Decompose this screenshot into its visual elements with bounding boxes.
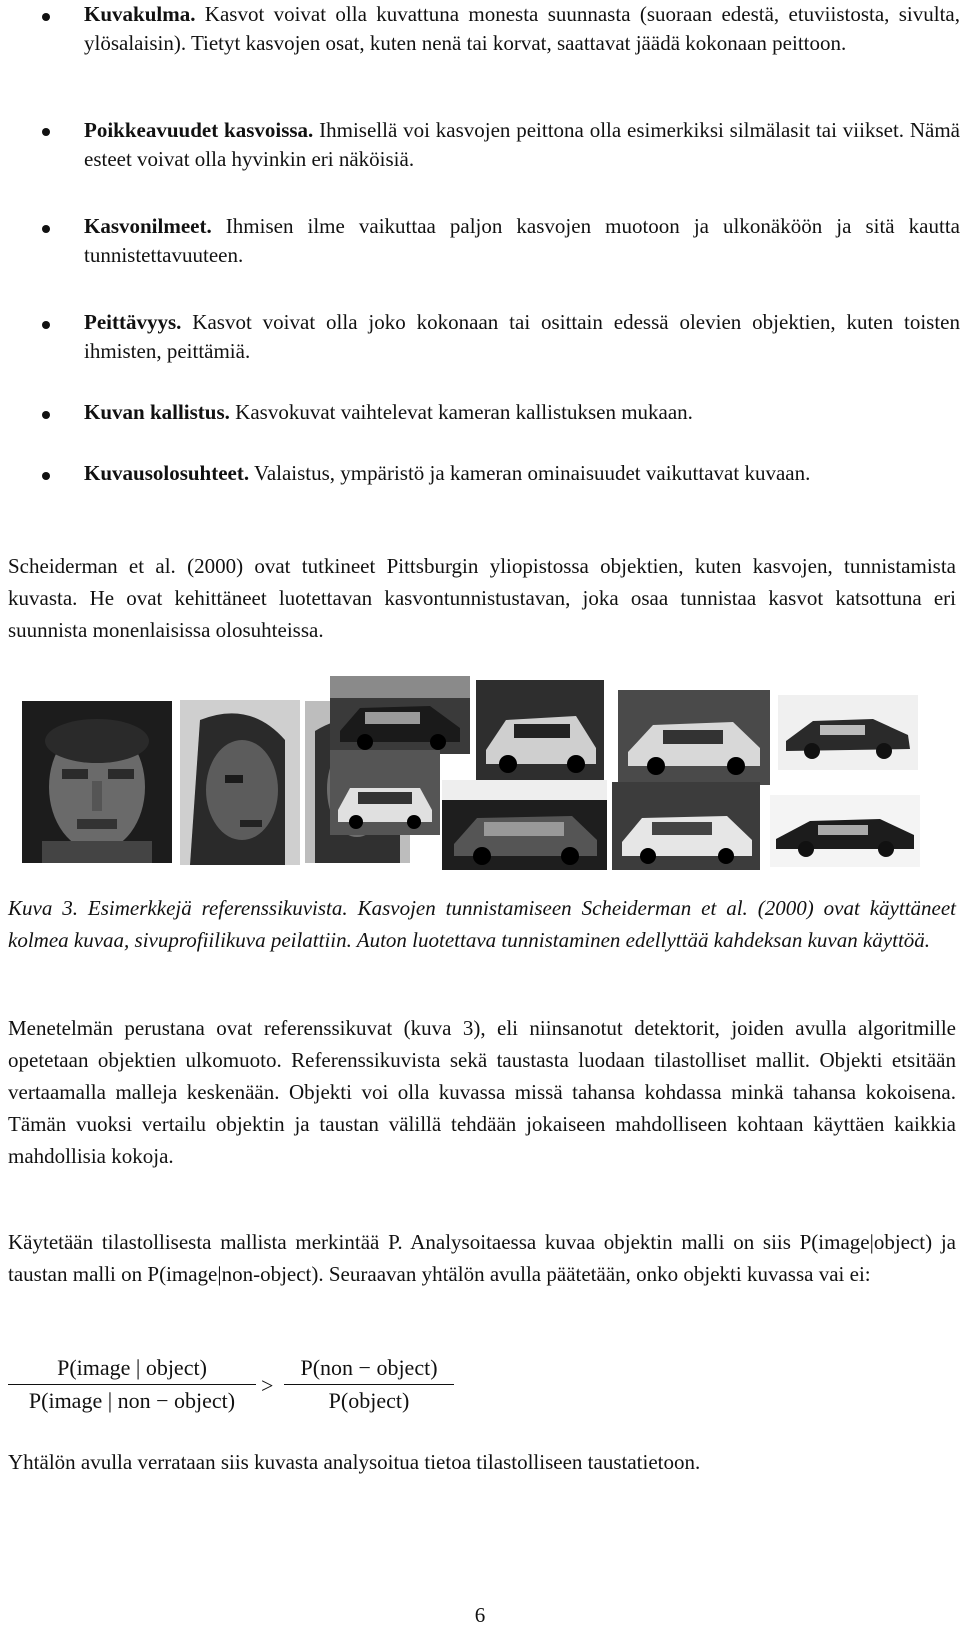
- fraction-bar: [8, 1384, 256, 1385]
- bullet-dot: [42, 321, 50, 329]
- list-item: [84, 308, 960, 366]
- right-fraction: [284, 1355, 454, 1414]
- car-image: [330, 676, 470, 754]
- list-item-term: Kuvakulma.: [84, 2, 196, 26]
- comparison-operator: >: [261, 1373, 274, 1398]
- bullet-dot: [42, 472, 50, 480]
- car-image: [770, 795, 920, 867]
- left-denominator: P(image | non − object): [28, 1388, 236, 1413]
- car-image: [330, 750, 440, 835]
- list-item-term: Peittävyys.: [84, 310, 182, 334]
- list-item-term: Kuvausolosuhteet.: [84, 461, 250, 485]
- list-item-term: Kuvan kallistus.: [84, 400, 230, 424]
- car-image: [442, 780, 607, 870]
- fraction-bar: [284, 1384, 454, 1385]
- list-item-text: Valaistus, ympäristö ja kameran ominaisuudet vaikuttavat kuvaan.: [249, 461, 811, 485]
- car-image: [618, 690, 770, 785]
- car-image: [612, 782, 760, 870]
- list-item-term: Kasvonilmeet.: [84, 214, 212, 238]
- bullet-dot: [42, 411, 50, 419]
- list-item: [84, 212, 960, 270]
- face-profile-image: [180, 700, 300, 865]
- list-item: [84, 398, 960, 427]
- right-denominator: P(object): [328, 1388, 410, 1413]
- list-item-text: Ihmisen ilme vaikuttaa paljon kasvojen muotoon ja ulkonäköön ja sitä kautta tunnistettavuuteen.: [84, 214, 960, 267]
- bullet-dot: [42, 225, 50, 233]
- list-item-text: Kasvokuvat vaihtelevat kameran kallistuksen mukaan.: [229, 400, 693, 424]
- left-fraction: [8, 1355, 256, 1414]
- list-item: [84, 459, 960, 488]
- list-item-text: Kasvot voivat olla kuvattuna monesta suunnasta (suoraan edestä, etuviistosta, sivulta, ylösalaisin). Tietyt kasvojen osat, kuten nenä tai korvat, saattavat jäädä kokonaan peittoon.: [84, 2, 960, 55]
- figure-caption: Kuva 3. Esimerkkejä referenssikuvista. Kasvojen tunnistamiseen Scheiderman et al. (2000) ovat käyttäneet kolmea kuvaa, sivuprofiilikuva peilattiin. Auton luotettava tunnistaminen edellyttää kahdeksan kuvan käyttöä.: [8, 896, 956, 952]
- paragraph: Menetelmän perustana ovat referenssikuvat (kuva 3), eli niinsanotut detektorit, joiden avulla algoritmille opetetaan objektien ulkomuoto. Referenssikuvista sekä taustasta luodaan tilastolliset mallit. Objekti etsitään vertaamalla malleja keskenään. Objekti voi olla kuvassa missä tahansa kohdassa minkä tahansa kokoisena. Tämän vuoksi vertailu objektin ja taustan välillä tehdään jokaiseen mahdolliseen kohtaan käyttäen kaikkia mahdollisia kokoja.: [8, 1016, 956, 1168]
- page-number: 6: [474, 1603, 486, 1627]
- list-item-text: Kasvot voivat olla joko kokonaan tai osittain edessä olevien objektien, kuten toisten ihmisten, peittämiä.: [84, 310, 960, 363]
- list-item: [84, 116, 960, 174]
- list-item-text: Ihmisellä voi kasvojen peittona olla esimerkiksi silmälasit tai viikset. Nämä esteet voivat olla hyvinkin eri näköisiä.: [84, 118, 960, 171]
- list-item-term: Poikkeavuudet kasvoissa.: [84, 118, 314, 142]
- equation: [8, 1355, 478, 1435]
- bullet-dot: [42, 13, 50, 21]
- left-numerator: P(image | object): [57, 1355, 207, 1380]
- paragraph: Yhtälön avulla verrataan siis kuvasta analysoitua tietoa tilastolliseen taustatietoon.: [8, 1450, 701, 1474]
- list-item: [84, 0, 960, 58]
- car-image: [778, 695, 918, 770]
- car-image: [476, 680, 604, 780]
- right-numerator: P(non − object): [300, 1355, 438, 1380]
- face-image: [22, 701, 172, 863]
- paragraph: Käytetään tilastollisesta mallista merkintää P. Analysoitaessa kuvaa objektin malli on siis P(image|object) ja taustan malli on P(image|non-object). Seuraavan yhtälön avulla päätetään, onko objekti kuvassa vai ei:: [8, 1230, 956, 1286]
- bullet-dot: [42, 128, 50, 136]
- paragraph: Scheiderman et al. (2000) ovat tutkineet Pittsburgin yliopistossa objektien, kuten kasvojen, tunnistamista kuvasta. He ovat kehittäneet luotettavan kasvontunnistustavan, joka osaa tunnistaa kasvot katsottuna eri suunnista monenlaisissa olosuhteissa.: [8, 554, 956, 642]
